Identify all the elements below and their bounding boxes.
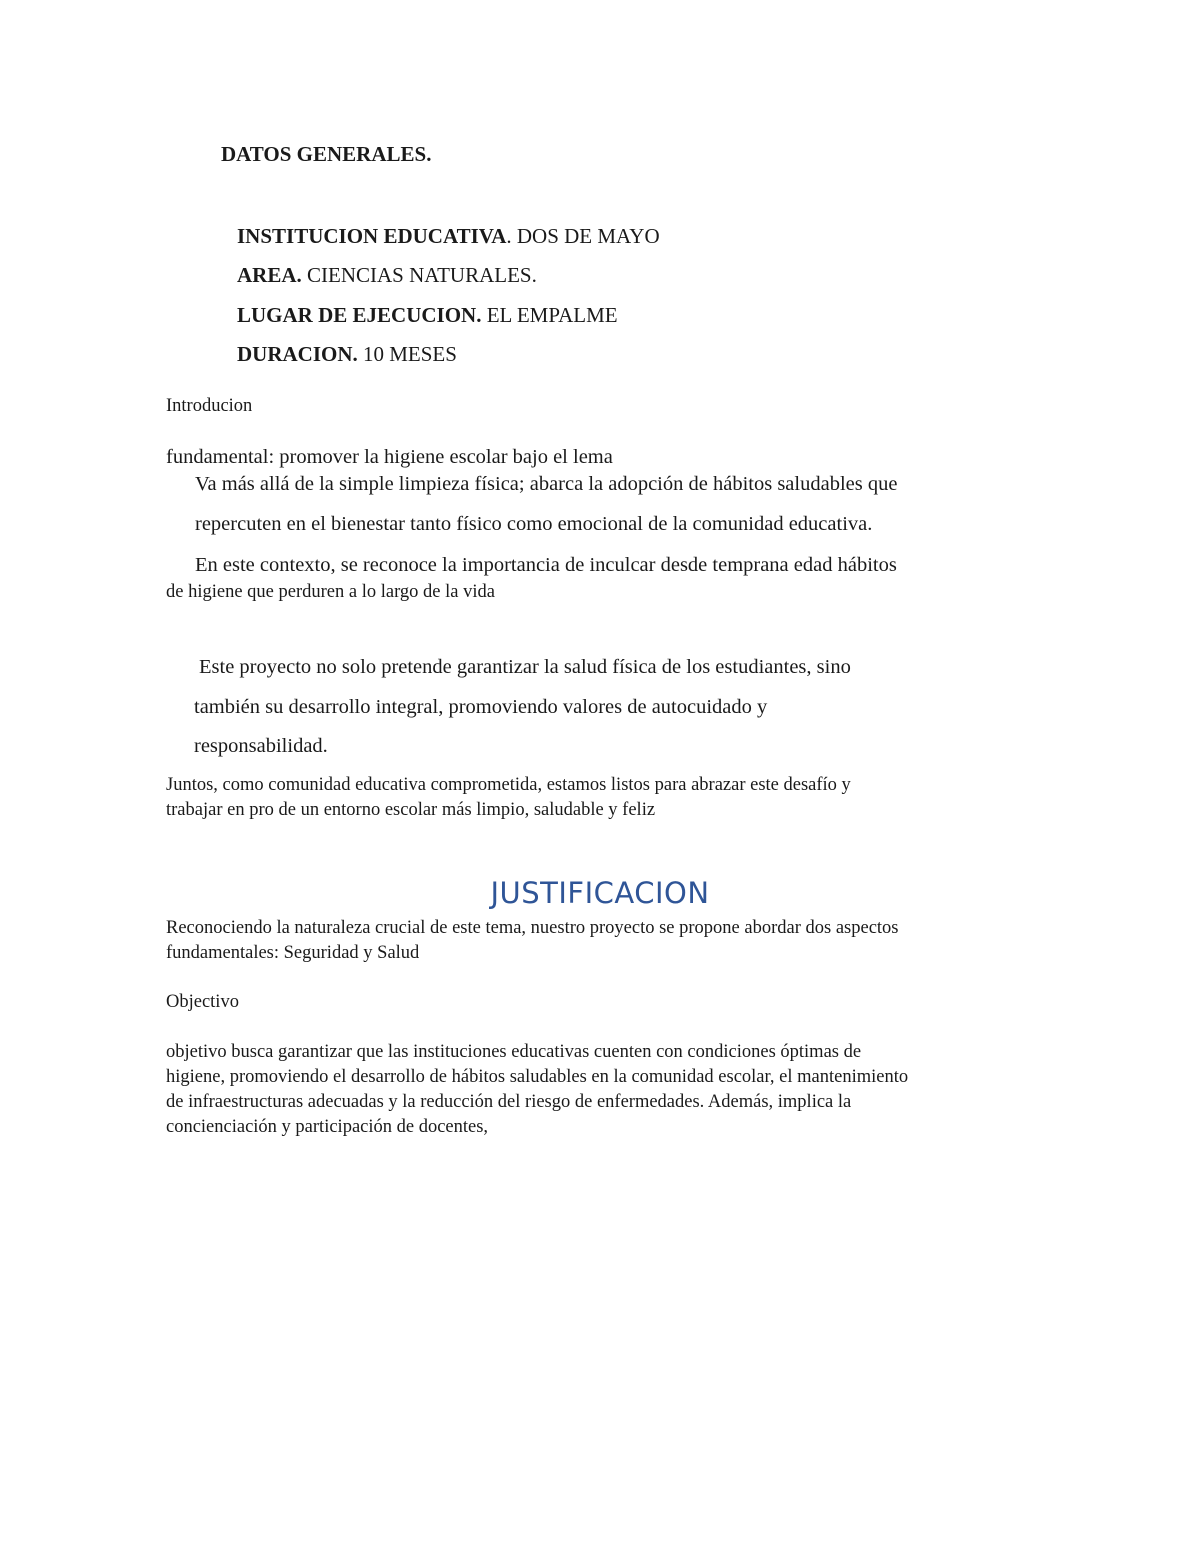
field-lugar xyxy=(237,303,618,328)
datos-generales-title: DATOS GENERALES. xyxy=(221,142,432,166)
paragraph-line: Va más allá de la simple limpieza física; abarca la adopción de hábitos saludables que xyxy=(195,473,898,495)
field-value: 10 MESES xyxy=(357,342,457,366)
paragraph-line: Este proyecto no solo pretende garantizar la salud física de los estudiantes, sino xyxy=(199,656,851,678)
paragraph-line: trabajar en pro de un entorno escolar más limpio, saludable y feliz xyxy=(166,800,656,820)
field-area xyxy=(237,263,537,288)
paragraph-line: de higiene que perduren a lo largo de la vida xyxy=(166,582,495,602)
paragraph-line: fundamentales: Seguridad y Salud xyxy=(166,943,420,963)
paragraph-line: de infraestructuras adecuadas y la reducción del riesgo de enfermedades. Además, implica la xyxy=(166,1092,852,1112)
paragraph-line: concienciación y participación de docentes, xyxy=(166,1117,489,1137)
paragraph-line: objetivo busca garantizar que las instituciones educativas cuenten con condiciones óptimas de xyxy=(166,1042,862,1062)
field-value: . DOS DE MAYO xyxy=(506,224,660,248)
field-label: INSTITUCION EDUCATIVA xyxy=(237,224,507,248)
paragraph-line: higiene, promoviendo el desarrollo de hábitos saludables en la comunidad escolar, el mantenimiento xyxy=(166,1067,909,1087)
field-label: AREA. xyxy=(237,263,302,287)
introduccion-heading: Introducion xyxy=(166,396,253,416)
paragraph-line: En este contexto, se reconoce la importancia de inculcar desde temprana edad hábitos xyxy=(195,554,897,576)
paragraph-line: Reconociendo la naturaleza crucial de este tema, nuestro proyecto se propone abordar dos aspectos xyxy=(166,918,899,938)
paragraph-line: también su desarrollo integral, promoviendo valores de autocuidado y xyxy=(194,696,768,718)
objetivo-heading: Objectivo xyxy=(166,992,239,1012)
justificacion-heading: JUSTIFICACION xyxy=(490,876,710,910)
paragraph-line: responsabilidad. xyxy=(194,735,328,757)
paragraph-line: repercuten en el bienestar tanto físico como emocional de la comunidad educativa. xyxy=(195,513,873,535)
paragraph-line: Juntos, como comunidad educativa comprometida, estamos listos para abrazar este desafío y xyxy=(166,775,851,795)
field-duracion xyxy=(237,342,457,367)
field-value: EL EMPALME xyxy=(481,303,618,327)
field-institucion xyxy=(237,224,660,249)
field-value: CIENCIAS NATURALES. xyxy=(301,263,537,287)
field-label: DURACION. xyxy=(237,342,358,366)
field-label: LUGAR DE EJECUCION. xyxy=(237,303,482,327)
paragraph-line: fundamental: promover la higiene escolar bajo el lema xyxy=(166,446,613,468)
